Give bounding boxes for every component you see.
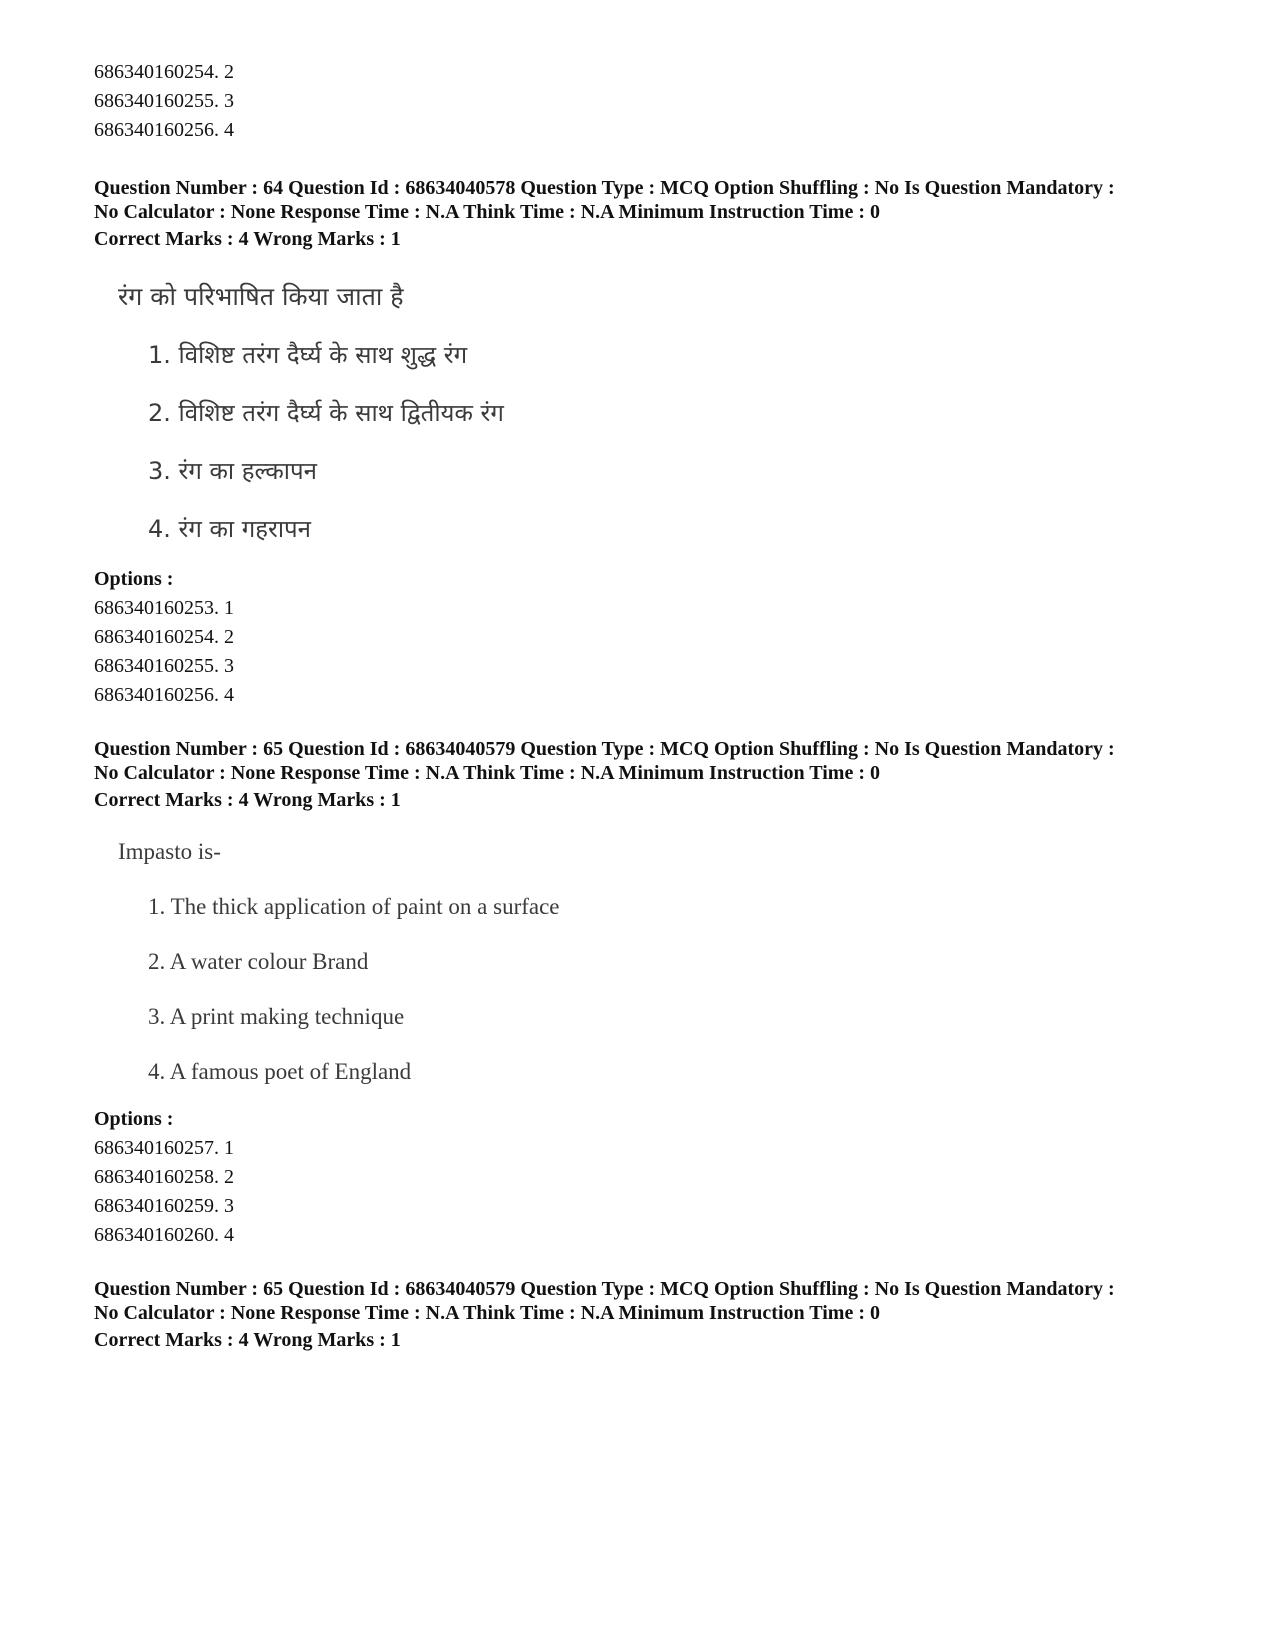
question-stem: Impasto is- <box>118 839 221 864</box>
option-line: 686340160260. 4 <box>94 1224 234 1246</box>
option-line: 686340160253. 1 <box>94 597 234 619</box>
question-choice: 1. The thick application of paint on a surface <box>148 894 560 919</box>
question-64-options <box>94 565 1214 710</box>
question-header-line-1: Question Number : 64 Question Id : 68634040578 Question Type : MCQ Option Shuffling : No Is Question Mandatory : <box>94 177 1115 199</box>
question-choice: 2. विशिष्ट तरंग दैर्घ्य के साथ द्वितीयक रंग <box>148 399 504 427</box>
question-64-header <box>94 176 1214 254</box>
options-label: Options : <box>94 1108 174 1130</box>
option-line: 686340160255. 3 <box>94 90 234 112</box>
question-marks: Correct Marks : 4 Wrong Marks : 1 <box>94 789 401 811</box>
option-line: 686340160256. 4 <box>94 684 234 706</box>
question-choice: 1. विशिष्ट तरंग दैर्घ्य के साथ शुद्ध रंग <box>148 341 468 369</box>
question-choice: 2. A water colour Brand <box>148 949 369 974</box>
question-stem: रंग को परिभाषित किया जाता है <box>118 282 404 311</box>
option-line: 686340160259. 3 <box>94 1195 234 1217</box>
question-header-line-1: Question Number : 65 Question Id : 68634040579 Question Type : MCQ Option Shuffling : No Is Question Mandatory : <box>94 738 1115 760</box>
option-line: 686340160254. 2 <box>94 61 234 83</box>
options-label: Options : <box>94 568 174 590</box>
previous-options-list <box>94 58 1214 145</box>
question-choice: 3. रंग का हल्कापन <box>148 457 317 485</box>
option-line: 686340160255. 3 <box>94 655 234 677</box>
question-65-header <box>94 737 1214 815</box>
question-header-line-2: No Calculator : None Response Time : N.A Think Time : N.A Minimum Instruction Time : 0 <box>94 201 880 223</box>
question-choice: 3. A print making technique <box>148 1004 405 1029</box>
question-marks: Correct Marks : 4 Wrong Marks : 1 <box>94 228 401 250</box>
question-65-options <box>94 1105 1214 1250</box>
question-65-repeat-header <box>94 1277 1214 1355</box>
question-choice: 4. रंग का गहरापन <box>148 515 312 543</box>
question-65-content <box>118 838 818 1086</box>
option-line: 686340160256. 4 <box>94 119 234 141</box>
option-line: 686340160254. 2 <box>94 626 234 648</box>
question-choice: 4. A famous poet of England <box>148 1059 412 1084</box>
option-line: 686340160258. 2 <box>94 1166 234 1188</box>
question-header-line-1: Question Number : 65 Question Id : 68634040579 Question Type : MCQ Option Shuffling : No Is Question Mandatory : <box>94 1278 1115 1300</box>
question-header-line-2: No Calculator : None Response Time : N.A Think Time : N.A Minimum Instruction Time : 0 <box>94 762 880 784</box>
question-marks: Correct Marks : 4 Wrong Marks : 1 <box>94 1329 401 1351</box>
question-64-content <box>118 282 818 544</box>
option-line: 686340160257. 1 <box>94 1137 234 1159</box>
question-header-line-2: No Calculator : None Response Time : N.A Think Time : N.A Minimum Instruction Time : 0 <box>94 1302 880 1324</box>
